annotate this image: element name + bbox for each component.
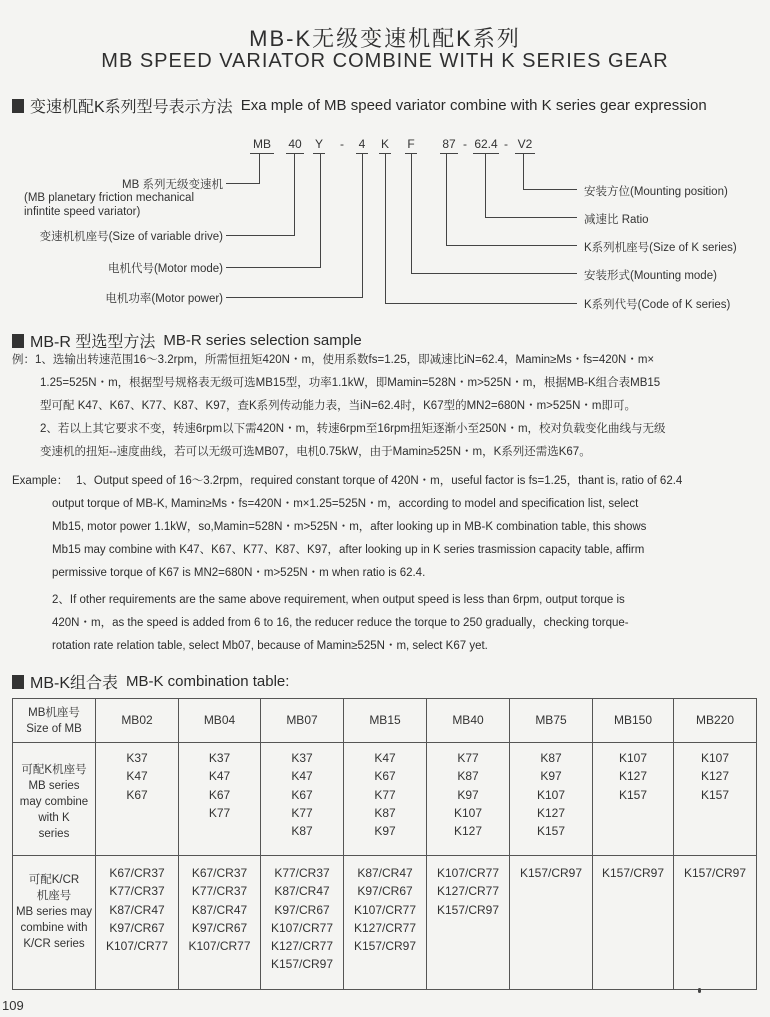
code-part-mounting-mode: F xyxy=(405,137,417,154)
connector-line xyxy=(446,245,577,246)
page-number: 109 xyxy=(2,998,24,1013)
table-cell xyxy=(96,856,179,990)
section-title-cn: MB-R 型选型方法 xyxy=(30,334,156,351)
header-label-cn: MB机座号 xyxy=(28,706,80,719)
gear-model: K77 xyxy=(457,751,479,765)
table-header-row xyxy=(13,699,757,743)
label-k-series-code: K系列代号(Code of K series) xyxy=(584,299,731,311)
print-speck xyxy=(698,988,701,993)
section-heading-model-expression xyxy=(12,94,707,117)
gear-model: K107/CR77 xyxy=(353,902,417,917)
table-cell xyxy=(344,743,427,856)
column-header: MB02 xyxy=(96,699,179,743)
code-part-motor-power: 4 xyxy=(356,137,368,154)
gear-model: K107 xyxy=(618,751,648,765)
gear-model: K97 xyxy=(540,769,562,784)
code-separator: - xyxy=(340,137,344,151)
bullet-square-icon xyxy=(12,99,24,113)
gear-model: K107 xyxy=(536,787,566,802)
row-header-label: with K xyxy=(38,812,70,824)
gear-model: K67 xyxy=(126,787,148,802)
gear-model: K87 xyxy=(457,769,479,784)
code-part-motor-mode: Y xyxy=(313,137,325,154)
section-title-en: MB-K combination table: xyxy=(126,673,290,690)
table-cell xyxy=(344,856,427,990)
example-cn-line: 型可配 K47、K67、K77、K87、K97，查K系列传动能力表，当iN=62.4时，K67型的MN2=680N・m>525N・m即可。 xyxy=(40,400,636,412)
label-ratio: 减速比 Ratio xyxy=(584,214,649,226)
example-en-line: 2、If other requirements are the same above requirement, when output speed is less than 6rpm, output torque is xyxy=(52,594,625,606)
connector-line xyxy=(523,154,524,190)
gear-model: K67/CR37 xyxy=(109,866,165,880)
example-en-line: rotation rate relation table, select Mb07, because of Mamin≥525N・m, select K67 yet. xyxy=(52,640,488,652)
gear-model: K157/CR97 xyxy=(353,939,417,954)
gear-model: K67 xyxy=(291,787,313,802)
example-en-label: Example： xyxy=(12,475,69,487)
table-cell xyxy=(96,743,179,856)
gear-model: K47 xyxy=(126,769,148,784)
label-motor-mode: 电机代号(Motor mode) xyxy=(107,263,223,275)
gear-model: K87/CR47 xyxy=(357,866,413,880)
gear-model: K87 xyxy=(540,751,562,765)
row-header-label: 可配K/CR xyxy=(28,874,80,886)
example-en-line: Mb15, motor power 1.1kW，so,Mamin=528N・m>525N・m，after looking up in MB-K combination table, this shows xyxy=(52,521,647,533)
gear-model: K157/CR97 xyxy=(270,957,334,972)
example-en-line: 1、Output speed of 16～3.2rpm，required constant torque of 420N・m，useful factor is fs=1.25，thant is, ratio of 62.4 xyxy=(76,475,683,487)
gear-model: K127/CR77 xyxy=(353,920,417,935)
connector-line xyxy=(259,154,260,184)
gear-model: K157 xyxy=(700,787,730,802)
gear-model: K127/CR77 xyxy=(270,939,334,954)
gear-model: K47 xyxy=(208,769,231,784)
row-header-label: MB series xyxy=(28,780,80,792)
gear-model: K47 xyxy=(291,769,313,784)
label-k-series-size: K系列机座号(Size of K series) xyxy=(584,242,737,254)
gear-model: K77/CR37 xyxy=(109,884,165,899)
connector-line xyxy=(411,273,577,274)
row-header-label: combine with xyxy=(20,922,88,934)
gear-model: K47 xyxy=(374,751,396,765)
table-row xyxy=(13,743,757,856)
code-separator: - xyxy=(463,137,467,151)
row-header-label: 可配K机座号 xyxy=(21,764,87,776)
gear-model: K157 xyxy=(618,787,648,802)
page-title-cn: MB-K无级变速机配K系列 xyxy=(249,26,521,51)
label-mounting-position: 安装方位(Mounting position) xyxy=(584,186,728,198)
gear-model: K97 xyxy=(374,824,396,839)
row-header-label: MB series may xyxy=(15,906,93,918)
table-cell xyxy=(593,743,674,856)
gear-model: K107/CR77 xyxy=(436,866,500,880)
label-mb-series: MB 系列无级变速机 xyxy=(122,179,223,191)
section-heading-combination-table xyxy=(12,670,289,693)
section-title-cn: 变速机配K系列型号表示方法 xyxy=(30,99,233,116)
gear-model: K77 xyxy=(208,805,231,820)
column-header: MB07 xyxy=(261,699,344,743)
connector-line xyxy=(485,154,486,218)
gear-model: K87 xyxy=(291,824,313,839)
gear-model: K127 xyxy=(536,805,566,820)
gear-model: K87/CR47 xyxy=(191,902,248,917)
gear-model: K107/CR77 xyxy=(188,939,251,954)
connector-line xyxy=(226,235,295,236)
example-en-line: permissive torque of K67 is MN2=680N・m>525N・m when ratio is 62.4. xyxy=(52,567,426,579)
code-part-k-code: K xyxy=(379,137,391,154)
gear-model: K157/CR97 xyxy=(519,866,583,880)
row-header-label: may combine xyxy=(19,796,89,808)
example-en-line: Mb15 may combine with K47、K67、K77、K87、K97，after looking up in K series trasmission capacity table, affirm xyxy=(52,544,645,556)
connector-line xyxy=(385,154,386,304)
table-cell xyxy=(674,743,757,856)
table-cell xyxy=(674,856,757,990)
example-cn-line: 变速机的扭矩--速度曲线，若可以无级可选MB07，电机0.75kW，由于Mamin≥525N・m，K系列还需选K67。 xyxy=(40,446,591,458)
table-cell xyxy=(179,856,261,990)
gear-model: K157 xyxy=(536,824,566,839)
connector-line xyxy=(485,217,577,218)
row-header-label: 机座号 xyxy=(36,890,72,902)
row-header-cell xyxy=(13,856,96,990)
code-part-mounting-position: V2 xyxy=(515,137,535,154)
gear-model: K107 xyxy=(700,751,730,765)
table-cell xyxy=(427,743,510,856)
row-header-label: K/CR series xyxy=(23,938,85,950)
label-mb-series-en-2: infintite speed variator) xyxy=(24,206,141,218)
gear-model: K97 xyxy=(457,787,479,802)
gear-model: K107 xyxy=(453,805,483,820)
column-header: MB15 xyxy=(344,699,427,743)
connector-line xyxy=(294,154,295,236)
connector-line xyxy=(320,154,321,268)
gear-model: K77/CR37 xyxy=(274,866,330,880)
section-title-cn: MB-K组合表 xyxy=(30,675,119,692)
bullet-square-icon xyxy=(12,675,24,689)
gear-model: K87/CR47 xyxy=(109,902,165,917)
column-header: MB150 xyxy=(593,699,674,743)
label-variable-drive-size: 变速机机座号(Size of variable drive) xyxy=(39,231,223,243)
table-cell xyxy=(510,743,593,856)
combination-table xyxy=(12,698,757,990)
table-cell xyxy=(593,856,674,990)
connector-line xyxy=(411,154,412,274)
example-en-line: 420N・m，as the speed is added from 6 to 16, the reducer reduce the torque to 250 gradually，checking torque- xyxy=(52,617,629,629)
gear-model: K107/CR77 xyxy=(105,939,169,954)
label-mounting-mode: 安装形式(Mounting mode) xyxy=(584,270,717,282)
column-header: MB75 xyxy=(510,699,593,743)
example-cn-line: 2、若以上其它要求不变，转速6rpm以下需420N・m，转速6rpm至16rpm扭矩逐渐小至250N・m，校对负载变化曲线与无级 xyxy=(40,423,666,435)
gear-model: K67 xyxy=(374,769,396,784)
section-title-en: Exa mple of MB speed variator combine with K series gear expression xyxy=(240,97,707,114)
table-cell xyxy=(261,743,344,856)
gear-model: K97/CR67 xyxy=(191,920,248,935)
example-cn-line: 例：1、选输出转速范围16～3.2rpm，所需恒扭矩420N・m，使用系数fs=1.25，即减速比iN=62.4，Mamin≥Ms・fs=420N・m× xyxy=(12,354,655,366)
label-mb-series-en-1: (MB planetary friction mechanical xyxy=(24,192,195,204)
code-part-k-size: 87 xyxy=(440,137,458,154)
table-row xyxy=(13,856,757,990)
gear-model: K67/CR37 xyxy=(191,866,248,880)
gear-model: K127 xyxy=(618,769,648,784)
gear-model: K37 xyxy=(208,751,231,765)
gear-model: K97/CR67 xyxy=(109,920,165,935)
connector-line xyxy=(226,267,321,268)
gear-model: K67 xyxy=(208,787,231,802)
table-cell xyxy=(427,856,510,990)
gear-model: K127/CR77 xyxy=(436,884,500,899)
gear-model: K97/CR67 xyxy=(357,884,413,899)
section-title-en: MB-R series selection sample xyxy=(163,332,362,349)
gear-model: K77/CR37 xyxy=(191,884,248,899)
gear-model: K37 xyxy=(126,751,148,765)
code-separator: - xyxy=(504,137,508,151)
gear-model: K157/CR97 xyxy=(683,866,747,880)
connector-line xyxy=(446,154,447,246)
gear-model: K107/CR77 xyxy=(270,920,334,935)
gear-model: K87 xyxy=(374,805,396,820)
code-part-mb: MB xyxy=(250,137,274,154)
gear-model: K157/CR97 xyxy=(436,902,500,917)
gear-model: K97/CR67 xyxy=(274,902,330,917)
page-title-en: MB SPEED VARIATOR COMBINE WITH K SERIES GEAR xyxy=(101,50,669,72)
table-cell xyxy=(179,743,261,856)
gear-model: K127 xyxy=(700,769,730,784)
code-part-ratio: 62.4 xyxy=(473,137,499,154)
gear-model: K77 xyxy=(374,787,396,802)
gear-model: K37 xyxy=(291,751,313,765)
bullet-square-icon xyxy=(12,334,24,348)
gear-model: K127 xyxy=(453,824,483,839)
gear-model: K87/CR47 xyxy=(274,884,330,899)
example-cn-line: 1.25=525N・m，根据型号规格表无级可选MB15型，功率1.1kW，即Mamin=528N・m>525N・m，根据MB-K组合表MB15 xyxy=(40,377,661,389)
header-label-en: Size of MB xyxy=(26,722,82,735)
header-cell-size-of-mb xyxy=(13,699,96,743)
column-header: MB40 xyxy=(427,699,510,743)
table-cell xyxy=(510,856,593,990)
column-header: MB220 xyxy=(674,699,757,743)
gear-model: K77 xyxy=(291,805,313,820)
connector-line xyxy=(226,297,363,298)
row-header-cell xyxy=(13,743,96,856)
example-en-line: output torque of MB-K, Mamin≥Ms・fs=420N・m×1.25=525N・m，according to model and specification list, select xyxy=(52,498,639,510)
code-part-size: 40 xyxy=(286,137,304,154)
connector-line xyxy=(226,183,260,184)
connector-line xyxy=(362,154,363,298)
gear-model: K157/CR97 xyxy=(601,866,665,880)
column-header: MB04 xyxy=(179,699,261,743)
table-cell xyxy=(261,856,344,990)
label-motor-power: 电机功率(Motor power) xyxy=(105,293,223,305)
row-header-label: series xyxy=(38,828,70,840)
connector-line xyxy=(385,303,577,304)
connector-line xyxy=(523,189,577,190)
